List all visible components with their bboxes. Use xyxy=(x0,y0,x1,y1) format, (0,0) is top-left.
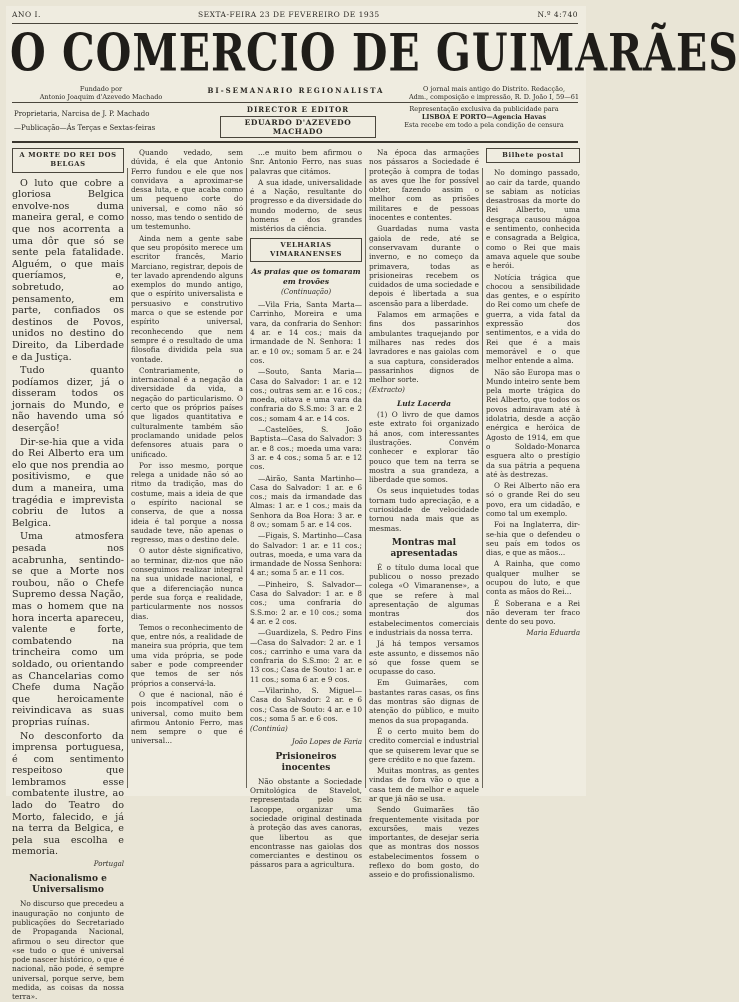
article-signature: João Lopes de Faria xyxy=(291,737,362,746)
article-author: Luiz Lacerda xyxy=(397,398,451,408)
article-headline: Bilhete postal xyxy=(486,148,580,163)
column-4: Na época das armações nos pássaros a Sociedade é proteção à compra de todas as aves que lhe for possível obter, fazendo assim o melhor com as prisões militares e de pessoas inocentes e contentes. Guardadas numa vasta gaiola de rede, até se conservavam durante o inverno, e no começo da primavera, todas as prisioneiras recebem os cuidados de uma sociedade e depois é libertada a sua ascensão para a liberdade. Falamos em armações e fins dos passarinhos ambulantes traquejando por milhares nas redes dos lavradores e nas gaiolas com a sua captura, considerados passarinhos dignos de melhor sorte. (Extracto) Luiz Lacerda (1) O livro de que damos este extrato foi organizado há anos, com interessantes ilustrações. Convém conhecer e explorar tão pouco que tem na terra se mostra a sua grandeza, a liberdade que somos. Os seus inquietudes todas tornam tudo apreciação, e a curiosidade de velocidade tornou nada mais que as mesmas. Montras mal apresentadas É o título duma local que publicou o nosso prezado colega «O Vimaranense», a que se refere à mal apresentação de algumas montras dos estabelecimentos comerciais e industriais da nossa terra. Já há tempos versamos este assunto, e dissemos não só que fosse quem se ocupasse do caso. Em Guimarães, com bastantes raras casas, os fins das montras são dignas de atenção do público, e muito menos da sua propaganda. É o certo muito bem do credito comercial e industrial que se quiserem levar que se gere crédito e no que fazem. Muitas montras, as gentes vindas de fora vão o que a casa tem de melhor e aquele ar que já não se usa. Sendo Guimarães tão frequentemente visitada por excursões, mais vezes importantes, de desejar seria que as montras dos nossos estabelecimentos fossem o reflexo do bom gosto, do asseio e do profissionalismo. xyxy=(369,148,479,880)
article-headline: Prisioneiros inocentes xyxy=(275,751,337,773)
newspaper-page xyxy=(6,6,739,1002)
column-divider xyxy=(482,168,483,788)
year-label: ANO I. xyxy=(12,10,41,19)
subtitle: BI-SEMANARIO REGIONALISTA xyxy=(207,86,385,95)
column-2: Quando vedado, sem dúvida, é ela que Antonio Ferro fundou e ele que nos convidava a aproximar-se dessa luta, e que acaba como um pequeno corte do universal, e como não só nosso, mas tendo o sentido de um testemunho. Ainda nem a gente sabe que seu propósito merece um escritor francês, Mario Marciano, registrar, depois de ter lavado aprendendo alguns exemplos do mundo antigo, que o espírito universalista e persuasivo e construtivo marca o que se estende por espírito universal, reconhecendo que nem sempre é o resultado de uma filosofia dividida pela sua vontade. Contrariamente, o internacional é a negação da diversidade da vida, a negação do particularismo. O certo que os próprios países que ligados quantitativa e culturalmente também são proclamando unidade pelos defensores atuais para o unificado. Por isso mesmo, porque relega a unidade não só ao ritmo da tradição, mas do costume, mais a ideia de que o espírito nacional se conserva, de que a nossa ideia é tal porque a nossa saudade teve, não apenas o regresso, mas o destino dele. O autor dêste significativo, ao terminar, diz-nos que não conseguimos realizar integral na sua unidade nacional, e que a diferenciação nunca perde sua força e realidade, particularmente nos nossos dias. Temos o reconhecimento de que, entre nós, a realidade de maneira sua própria, que tem uma vida própria, se pode saber e pode compreender que temos de ser nós próprios a conservá-la. O que é nacional, não é pois incompatível com o universal, como muito bem afirmou Antonio Ferro, mas nem sempre o que é universal... xyxy=(131,148,243,746)
divider xyxy=(12,141,578,143)
article-subheadline: As praias que os tomaram em trovões xyxy=(251,267,361,286)
date-label: SEXTA-FEIRA 23 DE FEVEREIRO DE 1935 xyxy=(198,10,380,19)
column-divider xyxy=(246,168,247,788)
column-divider xyxy=(127,168,128,788)
article-headline: VELHARIAS VIMARANENSES xyxy=(250,238,362,263)
director-block: DIRECTOR E EDITOR EDUARDO D'AZEVEDO MACHADO xyxy=(220,105,376,138)
column-3: ...e muito bem afirmou o Snr. Antonio Ferro, nas suas palavras que citámos. A sua idade, universalidade é a Nação, resultante do progresso e da diversidade do mundo moderno, de seus homens e dos grandes mistérios da ciência. VELHARIAS VIMARANENSES As praias que os tomaram em trovões (Continuação) —Vila Fria, Santa Marta— Carrinho, Moreira e uma vara, da confraria do Senhor: 4 ar. e 14 cos.; mais da irmandade de N. Senhora: 1 ar. e 10 ov.; somam 5 ar. e 24 cos. —Souto, Santa Maria—Casa do Salvador: 1 ar. e 12 cos.; outras sem ar. e 16 cos.; moeda, oitava e uma vara da confraria do S.S.mo: 3 ar. e 2 cos.; somam 4 ar. e 14 cos. —Castelões, S. João Baptista—Casa do Salvador: 3 ar. e 8 cos.; moeda uma vara: 3 ar. e 4 cos.; soma 5 ar. e 12 cos. —Airão, Santa Martinho— Casa do Salvador: 1 ar. e 6 cos.; mais da irmandade das Almas: 1 ar. e 1 cos.; mais da Senhora da Boa Hora: 3 ar. e 8 ov.; somam 5 ar. e 14 cos. —Figais, S. Martinho—Casa do Salvador: 1 ar. e 11 cos.; outras, moeda, e uma vara da irmandade de Nossa Senhora: 4 ar.; soma 5 ar. e 11 cos. —Pinheiro, S. Salvador—Casa do Salvador: 1 ar. e 8 cos.; uma confraria do S.S.mo: 2 ar. e 10 cos.; soma 4 ar. e 2 cos. —Guardizela, S. Pedro Fins —Casa do Salvador: 2 ar. e 1 cos.; carrinho e uma vara da confraria do S.S.mo: 2 ar. e 13 cos.; Casa de Souto: 1 ar. e 11 cos.; soma 6 ar. e 9 cos. —Vilarinho, S. Miguel—Casa do Salvador: 2 ar. e 6 cos.; Casa de Souto: 4 ar. e 10 cos.; soma 5 ar. e 6 cos. (Continúa) João Lopes de Faria Prisioneiros inocentes Não obstante a Sociedade Ornitológica de Stavelot, representada pelo Sr. Lacoppe, organizar uma sociedade original destinada à proteção das aves canoras, que libertou as que encontrasse nas gaiolas dos comerciantes e destinou os pássaros para a agricultura. xyxy=(250,148,362,870)
owner-info: Proprietaria, Narcisa de J. P. Machado —Publicação—Ás Terças e Sextas-feiras xyxy=(14,110,156,132)
column-5: Bilhete postal No domingo passado, ao cair da tarde, quando se sabiam as notícias desastrosas da morte do Rei Alberto, uma desgraça causou mágoa e sentimento, conhecida e consagrada a Belgica, como o Rei que mais amava aquele que soube e herói. Notícia trágica que chocou a sensibilidade das gentes, e o espírito do Rei como um chefe de guerra, a vida fatal da expressão dos sentimentos, e a vida do Rei que é a mais memorável e o que melhor entende a alma. Não são Europa mas o Mundo inteiro sente bem pela morte trágica do Rei Alberto, que todos os povos admiravam até à idolatria, desde a acção enérgica e heróica de Agosto de 1914, em que o Soldado-Monarca esguera alto o prestígio da sua pátria a pequena até às destrezas. O Rei Alberto não era só o grande Rei do seu povo, era um cidadão, e como tal um exemplo. Foi na Inglaterra, dir-se-hia que o defendeu o seu país em todos os dias, e que as mãos... A Rainha, que como qualquer mulher se ocupou do luto, e que conta as mãos do Rei... É Soberana e a Rei não deveram ter fraco dente do seu povo. Maria Eduarda xyxy=(486,148,580,790)
column-1: A MORTE DO REI DOS BELGAS O luto que cobre a gloriosa Belgica envolve-nos duma maneira geral, e como que nos acorrenta a uma dôr que só se sente pela fatalidade. Alguém, o que mais queríamos, e, sobretudo, ao pensamento, em parte, confiados os destinos de Povos, unidos no destino do Direito, da Liberdade e da Justiça. Tudo quanto podíamos dizer, já o disseram todos os jornais do Mundo, e não havendo uma só deserção! Dir-se-hia que a vida do Rei Alberto era um elo que nos prendia ao positivismo, e que dum a maneira, uma tragédia e imprevista cobriu de lutos a Belgica. Uma atmosfera pesada nos acabrunha, sentindo-se que a Morte nos roubou, não o Chefe Supremo dessa Nação, mas o homem que na hora incerta apareceu, valente e forte, combatendo na trincheira como um soldado, ou orientando as Chancelarias como Chefe duma Nação que heroicamente reivindicava as suas proprias ruínas. No desconforto da imprensa portuguesa, é com sentimento respeitoso que lembramos esse combatente ilustre, ao lado do Teatro do Morto, falecido, e já na terra da Belgica, e pela sua escolha e memoria. Portugal Nacionalismo e Universalismo No discurso que precedeu a inauguração no conjunto de publicações do Secretariado de Propaganda Nacional, afirmou o seu director que «se tudo o que é universal pode nascer histórico, o que é nacional, não pode, é sempre universal, porque serve, bem medida, as coisas da nossa terra». xyxy=(12,148,124,790)
issue-number: N.º 4:740 xyxy=(537,10,578,19)
article-signature: Maria Eduarda xyxy=(526,628,580,637)
admin-info: O jornal mais antigo do Distrito. Redacção, Adm., composição e impressão, R. D. João I, 59—61 xyxy=(408,85,580,101)
column-divider xyxy=(365,168,366,788)
newspaper-title: O COMERCIO DE GUIMARÃES xyxy=(10,23,739,83)
director-name: EDUARDO D'AZEVEDO MACHADO xyxy=(220,116,376,138)
founder-info: Fundado por Antonio Joaquim d'Azevedo Machado xyxy=(39,85,163,101)
article-headline: A MORTE DO REI DOS BELGAS xyxy=(12,148,124,173)
article-signature: Portugal xyxy=(93,860,124,869)
article-headline: Nacionalismo e Universalismo xyxy=(29,874,107,896)
divider xyxy=(12,102,578,103)
article-headline: Montras mal apresentadas xyxy=(390,537,458,559)
representation-info: Representação exclusiva da publicidade para LISBOA E PORTO—Agencia Havas Esta recebe em todo a pela condição de censura xyxy=(404,105,564,129)
